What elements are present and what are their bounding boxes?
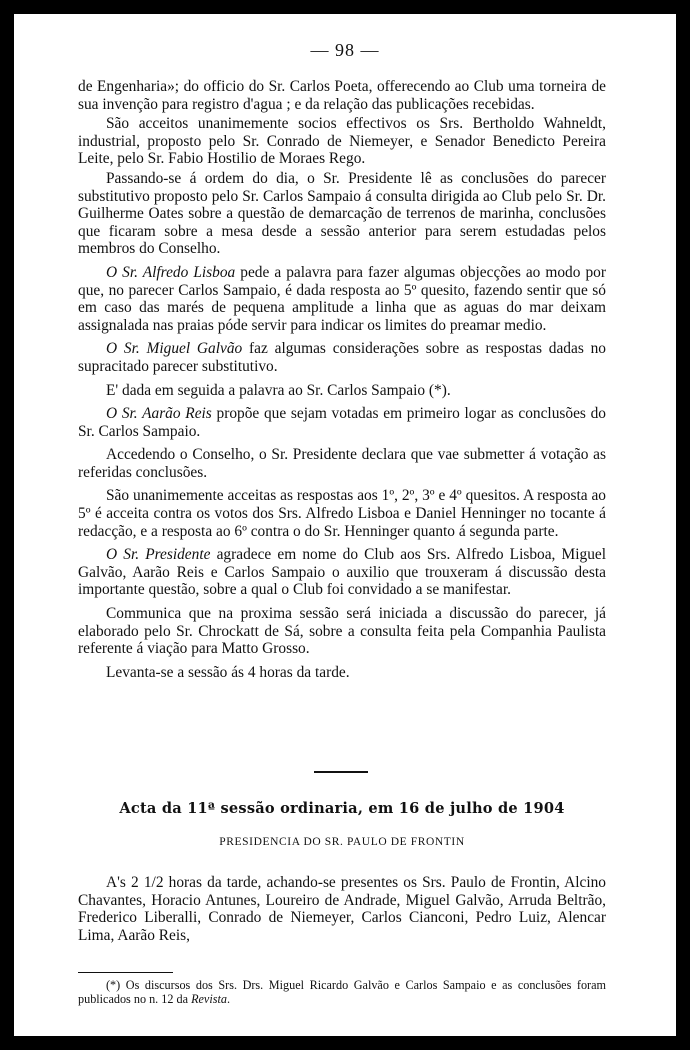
paragraph-text: São acceitos unanimemente socios effectivos os Srs. Bertholdo Wahneldt, industrial, proposto pelo Sr. Conrado de Niemeyer, e Senador Benedicto Pereira Leite, pelo Sr. Fabio Hostilio de Moraes Rego.: [78, 115, 606, 168]
speaker-name: O Sr. Presidente: [106, 546, 211, 564]
footnote-journal: Revista: [191, 992, 227, 1006]
paragraph-text: faz algumas considerações sobre as respostas dadas no supracitado parecer substitutivo.: [78, 340, 607, 375]
minutes-body: [78, 78, 606, 687]
paragraph-text: agradece em nome do Club aos Srs. Alfredo Lisboa, Miguel Galvão, Aarão Reis e Carlos Sampaio o auxilio que trouxeram á discussão desta importante questão, sobre a qual o Club foi convidado a se manifestar.: [78, 546, 606, 599]
session-opening: A's 2 1/2 horas da tarde, achando-se presentes os Srs. Paulo de Frontin, Alcino Chavantes, Horacio Antunes, Loureiro de Andrade, Miguel Galvão, Arruda Beltrão, Frederico Liberalli, Conrado de Niemeyer, Carlos Cianconi, Pedro Luiz, Alencar Lima, Aarão Reis,: [78, 874, 606, 944]
paragraph-text: Communica que na proxima sessão será iniciada a discussão do parecer, já elaborado pelo Sr. Chrockatt de Sá, sobre a consulta feita pela Companhia Paulista referente á viação para Matto Grosso.: [78, 605, 606, 658]
section-heading: Acta da 11ª sessão ordinaria, em 16 de julho de 1904: [119, 800, 565, 817]
paragraph-text: pede a palavra para fazer algumas objecções ao modo por que, no parecer Carlos Sampaio, é dada resposta ao 5º quesito, fazendo sentir que só em caso das marés de pequena amplitude a linha que as aguas do mar deixam assignalada nas praias póde servir para indicar os limites do preamar medio.: [78, 263, 606, 334]
paragraph-text: Passando-se á ordem do dia, o Sr. Presidente lê as conclusões do parecer substitutivo proposto pelo Sr. Carlos Sampaio á consulta dirigida ao Club pelo Sr. Dr. Guilherme Oates sobre a questão de demarcação de terrenos de marinha, conclusões que ficaram sobre a mesa desde a sessão anterior para serem estudadas pelos membros do Conselho.: [78, 169, 606, 258]
speaker-name: O Sr. Alfredo Lisboa: [106, 263, 236, 281]
paragraph: [78, 264, 606, 334]
paragraph-text: Levanta-se a sessão ás 4 horas da tarde.: [106, 663, 350, 681]
paragraph: [78, 446, 606, 481]
paragraph: [78, 115, 606, 168]
paragraph-text: de Engenharia»; do officio do Sr. Carlos Poeta, offerecendo ao Club uma torneira de sua invenção para registro d'agua ; e da relação das publicações recebidas.: [78, 78, 606, 113]
paragraph: [78, 546, 606, 599]
presidency-line: PRESIDENCIA DO SR. PAULO DE FRONTIN: [219, 836, 465, 848]
paragraph: [78, 340, 606, 375]
section-divider: [314, 771, 368, 773]
footnote-suffix: .: [226, 992, 230, 1006]
paragraph: [78, 487, 606, 540]
footnote-text: (*) Os discursos dos Srs. Drs. Miguel Ricardo Galvão e Carlos Sampaio e as conclusões foram publicados no n. 12 da: [78, 978, 606, 1006]
speaker-name: O Sr. Miguel Galvão: [106, 340, 243, 358]
footnote-rule: [78, 972, 173, 973]
paragraph-text: São unanimemente acceitas as respostas aos 1º, 2º, 3º e 4º quesitos. A resposta ao 5º é acceita contra os votos dos Srs. Alfredo Lisboa e Daniel Henninger no tocante á redacção, e a resposta ao 6º contra o do Sr. Henninger quanto á segunda parte.: [78, 487, 606, 540]
paragraph: [78, 664, 606, 682]
page-number: — 98 —: [310, 40, 380, 60]
paragraph: [78, 382, 606, 400]
footnote: [78, 978, 606, 1006]
paragraph: [78, 405, 606, 440]
document-page: [14, 14, 676, 1036]
paragraph: [78, 78, 606, 113]
paragraph-text: E' dada em seguida a palavra ao Sr. Carlos Sampaio (*).: [106, 381, 451, 399]
paragraph: [78, 170, 606, 258]
speaker-name: O Sr. Aarão Reis: [106, 405, 212, 423]
paragraph-text: propõe que sejam votadas em primeiro logar as conclusões do Sr. Carlos Sampaio.: [78, 405, 606, 440]
paragraph-text: Accedendo o Conselho, o Sr. Presidente declara que vae submetter á votação as referidas conclusões.: [78, 446, 606, 481]
paragraph: [78, 605, 606, 658]
